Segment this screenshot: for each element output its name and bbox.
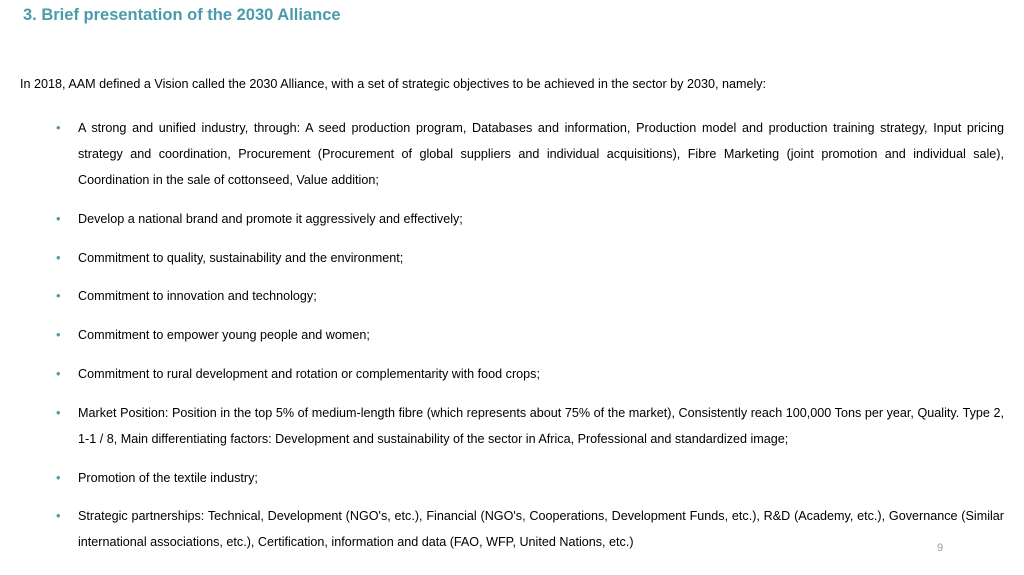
list-item (56, 400, 1004, 452)
list-item-text: Commitment to empower young people and women; (78, 328, 370, 343)
bullet-icon: • (56, 365, 61, 381)
list-item (56, 283, 1004, 309)
bullet-icon: • (56, 327, 61, 343)
list-item-text: Strategic partnerships: Technical, Development (NGO's, etc.), Financial (NGO's, Cooperations, Development Funds, etc.), R&D (Academy, etc.), Governance (Similar international associations, etc.), Certification, information and data (FAO, WFP, United Nations, etc.) (78, 509, 1004, 550)
list-item (56, 245, 1004, 271)
slide-title: 3. Brief presentation of the 2030 Alliance (23, 6, 341, 24)
list-item (56, 361, 1004, 387)
list-item-text: Market Position: Position in the top 5% of medium-length fibre (which represents about 75% of the market), Consistently reach 100,000 Tons per year, Quality. Type 2, 1-1 / 8, Main differentiating factors: Development and sustainability of the sector in Africa, Professional and standardized image; (78, 405, 1004, 446)
list-item-text: Develop a national brand and promote it aggressively and effectively; (78, 211, 463, 226)
list-item (56, 465, 1004, 491)
intro-paragraph: In 2018, AAM defined a Vision called the 2030 Alliance, with a set of strategic objectives to be achieved in the sector by 2030, namely: (20, 77, 767, 91)
list-item-text: Commitment to rural development and rotation or complementarity with food crops; (78, 366, 540, 381)
bullet-icon: • (56, 249, 61, 265)
list-item-text: A strong and unified industry, through: A seed production program, Databases and information, Production model and production training strategy, Input pricing strategy and coordination, Procurement (Procurement of global suppliers and individual acquisitions), Fibre Marketing (joint promotion and individual sale), Coordination in the sale of cottonseed, Value addition; (78, 121, 1004, 187)
list-item (56, 115, 1004, 193)
bullet-icon: • (56, 288, 61, 304)
bullet-icon: • (56, 469, 61, 485)
objectives-list (56, 115, 1004, 555)
bullet-icon: • (56, 404, 61, 420)
bullet-icon: • (56, 210, 61, 226)
page-number: 9 (937, 542, 944, 554)
list-item-text: Commitment to innovation and technology; (78, 289, 317, 304)
bullet-icon: • (56, 508, 61, 524)
list-item-text: Commitment to quality, sustainability and the environment; (78, 250, 404, 265)
list-item (56, 206, 1004, 232)
list-item-text: Promotion of the textile industry; (78, 470, 258, 485)
list-item (56, 503, 1004, 555)
list-item (56, 322, 1004, 348)
bullet-icon: • (56, 120, 61, 135)
